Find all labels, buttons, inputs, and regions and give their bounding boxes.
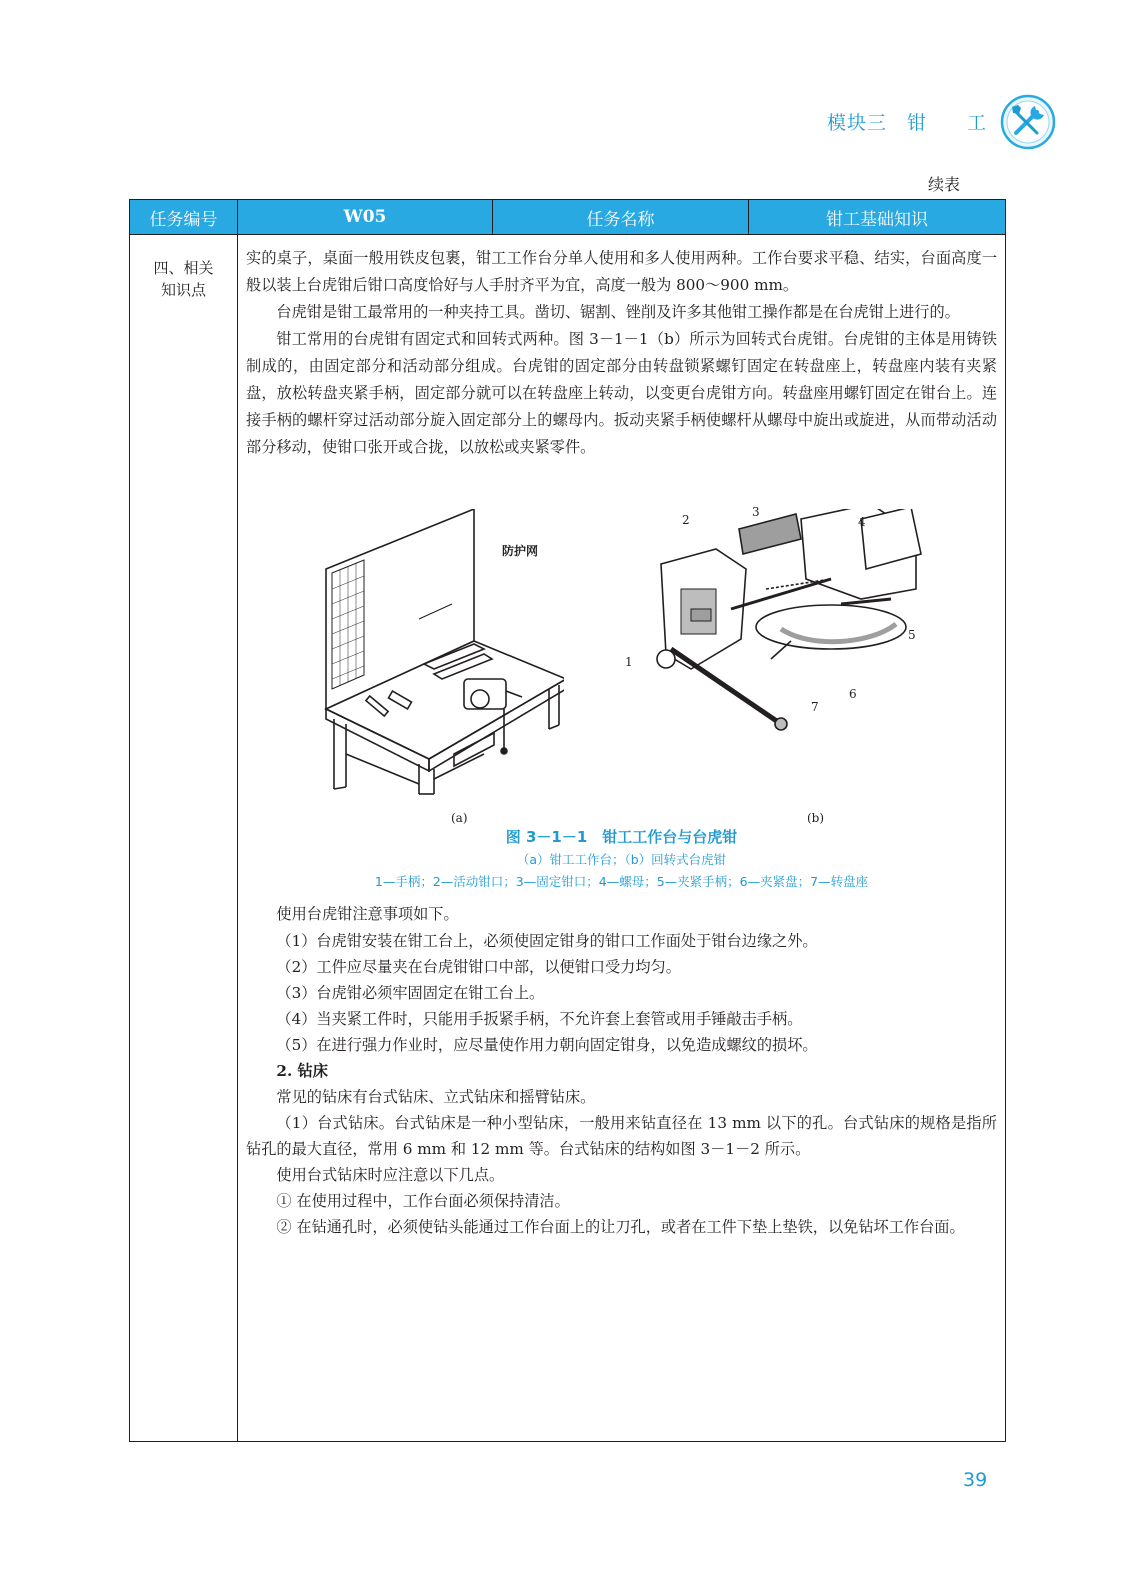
figure-legend: 1—手柄；2—活动钳口；3—固定钳口；4—螺母；5—夹紧手柄；6—夹紧盘；7—转盘座 (374, 874, 869, 889)
module-title: 模块三 钳 工 (826, 112, 987, 134)
list-item-1: （1）台虎钳安装在钳工台上，必须使固定钳身的钳口工作面处于钳台边缘之外。 (276, 932, 818, 950)
page-header (657, 105, 1057, 145)
figure-3-1-1 (246, 469, 997, 901)
paragraph-1: 实的桌子，桌面一般用铁皮包裹，钳工工作台分单人使用和多人使用两种。工作台要求平稳、结实，台面高度一般以装上台虎钳后钳口高度恰好与人手肘齐平为宜，高度一般为 800～900 mm。 (246, 249, 997, 294)
task-table (129, 199, 1006, 1442)
callout-4: 4 (858, 515, 866, 529)
callout-1: 1 (625, 655, 633, 669)
paragraph-3: 钳工常用的台虎钳有固定式和回转式两种。图 3－1－1（b）所示为回转式台虎钳。台虎钳的主体是用铸铁制成的，由固定部分和活动部分组成。台虎钳的固定部分由转盘锁紧螺钉固定在转盘座上，转盘座内装有夹紧盘，放松转盘夹紧手柄，固定部分就可以在转盘座上转动，以变更台虎钳方向。转盘座用螺钉固定在钳台上。连接手柄的螺杆穿过活动部分旋入固定部分上的螺母内。扳动夹紧手柄使螺杆从螺母中旋出或旋进，从而带动活动部分移动，使钳口张开或合拢，以放松或夹紧零件。 (246, 330, 997, 456)
table-body-row (130, 235, 1006, 1442)
paragraph-8: ① 在使用过程中，工作台面必须保持清洁。 (276, 1192, 570, 1210)
list-item-3: （3）台虎钳必须牢固固定在钳工台上。 (276, 984, 545, 1002)
net-label: 防护网 (502, 544, 539, 558)
callout-2: 2 (682, 513, 690, 527)
content-cell (238, 235, 1006, 1442)
continued-label: 续表 (928, 175, 961, 194)
paragraph-6: （1）台式钻床。台式钻床是一种小型钻床，一般用来钻直径在 13 mm 以下的孔。台式钻床的规格是指所钻孔的最大直径，常用 6 mm 和 12 mm 等。台式钻床的结构如图 3－1－2 所示。 (246, 1114, 997, 1158)
list-item-2: （2）工件应尽量夹在台虎钳钳口中部，以便钳口受力均匀。 (276, 958, 681, 976)
figure-caption: 图 3－1－1 钳工工作台与台虎钳 (505, 828, 738, 846)
task-no-value: W05 (238, 200, 493, 235)
figure-label-a: (a) (451, 811, 468, 825)
task-no-header: 任务编号 (130, 200, 238, 235)
callout-3: 3 (752, 505, 760, 519)
swivel-vise-illustration (631, 509, 931, 739)
figure-subcaption: （a）钳工工作台；（b）回转式台虎钳 (516, 852, 727, 867)
paragraph-2: 台虎钳是钳工最常用的一种夹持工具。凿切、锯割、锉削及许多其他钳工操作都是在台虎钳上进行的。 (276, 303, 960, 321)
paragraph-4: 使用台虎钳注意事项如下。 (276, 905, 459, 923)
paragraph-7: 使用台式钻床时应注意以下几点。 (276, 1166, 505, 1184)
list-item-4: （4）当夹紧工件时，只能用手扳紧手柄，不允许套上套管或用手锤敲击手柄。 (276, 1010, 803, 1028)
task-name-value: 钳工基础知识 (749, 200, 1006, 235)
figure-label-b: (b) (807, 811, 825, 825)
callout-6: 6 (849, 687, 857, 701)
paragraph-5: 常见的钻床有台式钻床、立式钻床和摇臂钻床。 (276, 1088, 596, 1106)
paragraph-9: ② 在钻通孔时，必须使钻头能通过工作台面上的让刀孔，或者在工件下垫上垫铁，以免钻坏工作台面。 (276, 1218, 965, 1236)
table-header-row (130, 200, 1006, 235)
callout-5: 5 (908, 628, 916, 642)
tools-wrench-icon (999, 93, 1057, 151)
section-heading-drill: 2. 钻床 (276, 1062, 328, 1080)
side-label-text: 四、相关 知识点 (153, 259, 214, 299)
list-item-5: （5）在进行强力作业时，应尽量使作用力朝向固定钳身，以免造成螺纹的损坏。 (276, 1036, 818, 1054)
callout-7: 7 (811, 700, 819, 714)
side-label (130, 235, 238, 1442)
page-number: 39 (963, 1469, 988, 1491)
task-name-header: 任务名称 (493, 200, 749, 235)
